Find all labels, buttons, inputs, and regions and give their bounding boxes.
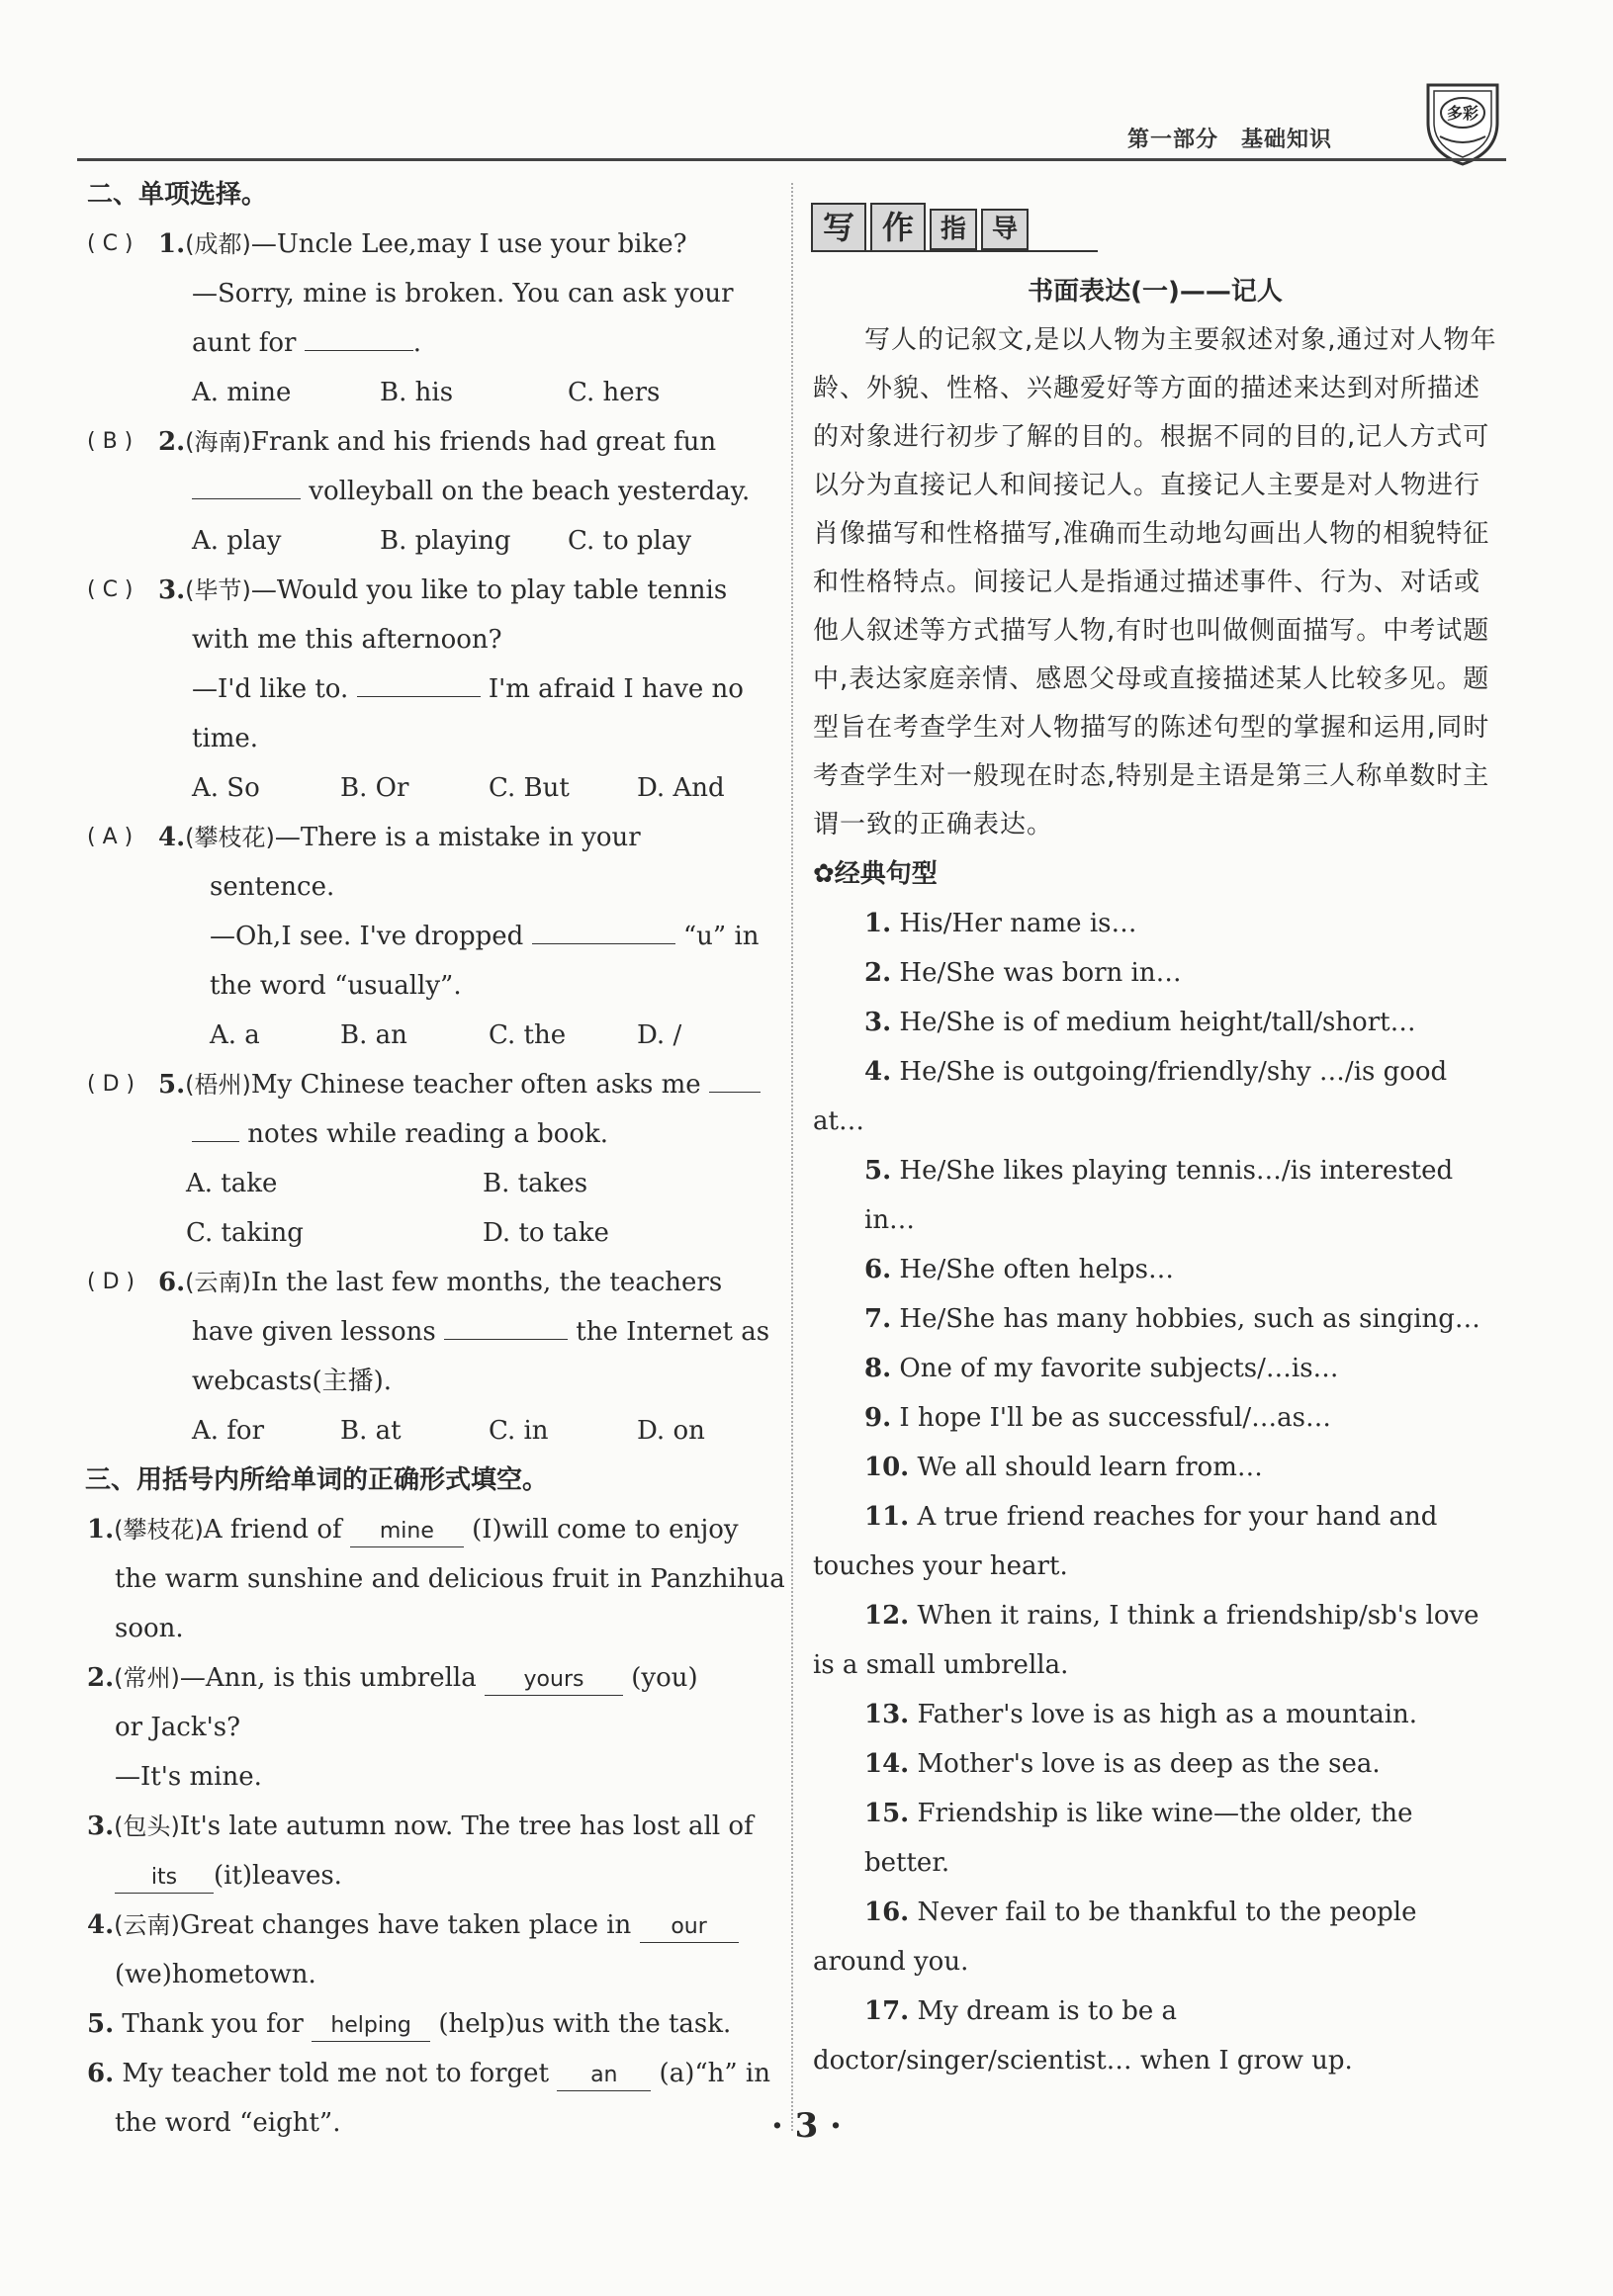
sentence-list [813, 899, 1497, 2085]
q2-option-b: B. playing [380, 526, 511, 556]
q6-number: 6. [158, 1268, 186, 1297]
q6-line1: In the last few months, the teachers [250, 1268, 723, 1297]
f6-line2: the word “eight”. [115, 2108, 341, 2138]
sentence-item: 9. I hope I'll be as successful/…as… [864, 1403, 1331, 1433]
q4-option-b: B. an [340, 1020, 407, 1050]
sentence-item: 5. He/She likes playing tennis…/is interested in… [864, 1156, 1454, 1235]
question-6 [87, 1258, 771, 1456]
q6-source: (云南) [185, 1269, 251, 1296]
q4-line4: the word “usually”. [210, 971, 462, 1001]
banner-char-2: 作 [870, 203, 926, 252]
q2-source: (海南) [185, 428, 251, 456]
f2-handwritten-answer: yours [485, 1665, 623, 1696]
f4-source: (云南) [114, 1911, 180, 1939]
q3-option-b: B. Or [340, 773, 409, 803]
q3-number: 3. [158, 575, 186, 605]
f2-text-a: —Ann, is this umbrella [179, 1663, 477, 1693]
writing-intro-paragraph: 写人的记叙文,是以人物为主要叙述对象,通过对人物年龄、外貌、性格、兴趣爱好等方面的描述来达到对所描述的对象进行初步了解的目的。根据不同的目的,记人方式可以分为直接记人和间接记人。直接记人主要是对人物进行肖像描写和性格描写,准确而生动地勾画出人物的相貌特征和性格特点。间接记人是指通过描述事件、行为、对话或他人叙述等方式描写人物,有时也叫做侧面描写。中考试题中,表达家庭亲情、感恩父母或直接描述某人比较多见。题型旨在考查学生对人物描写的陈述句型的掌握和运用,同时考查学生对一般现在时态,特别是主语是第三人称单数时主谓一致的正确表达。 [813, 325, 1497, 839]
q4-line3: —Oh,I see. I've dropped [210, 922, 524, 951]
q6-option-b: B. at [340, 1416, 402, 1446]
q6-line2: have given lessons [192, 1317, 436, 1347]
f3-source: (包头) [114, 1812, 180, 1840]
sentence-item: 17. My dream is to be a doctor/singer/scientist… when I grow up. [813, 1996, 1353, 2075]
f3-handwritten-answer: its [115, 1863, 214, 1894]
classic-sentences-heading [813, 849, 1497, 899]
fill-question-5 [87, 1999, 771, 2049]
answer-5: ( D ) [87, 1072, 135, 1097]
q4-option-d: D. / [637, 1020, 682, 1050]
q2-option-a: A. play [192, 526, 282, 556]
sentence-item: 4. He/She is outgoing/friendly/shy …/is good at… [813, 1057, 1448, 1136]
f1-text-a: A friend of [203, 1515, 342, 1545]
q2-line1: Frank and his friends had great fun [250, 427, 717, 457]
answer-6: ( D ) [87, 1270, 135, 1294]
q1-blank [305, 322, 413, 351]
q3-line3: —I'd like to. [192, 674, 349, 704]
answer-4: ( A ) [87, 825, 134, 849]
q1-line3-end: . [412, 328, 421, 358]
f4-text-b: (we)hometown. [115, 1960, 316, 1989]
f1-handwritten-answer: mine [350, 1517, 464, 1547]
question-2 [87, 417, 771, 566]
q1-number: 1. [158, 229, 186, 259]
q5-option-c: C. taking [186, 1218, 304, 1248]
f5-number: 5. [87, 2009, 115, 2039]
q2-option-c: C. to play [568, 526, 692, 556]
q4-blank [532, 916, 675, 944]
f2-text-b: (you) [631, 1663, 698, 1693]
q5-line2: notes while reading a book. [247, 1119, 609, 1149]
page-number: · 3 · [770, 2106, 842, 2146]
q5-option-b: B. takes [483, 1169, 588, 1198]
f2-line3: —It's mine. [115, 1762, 262, 1792]
f6-handwritten-answer: an [557, 2061, 651, 2091]
sentence-item: 16. Never fail to be thankful to the people around you. [813, 1898, 1417, 1977]
f1-number: 1. [87, 1515, 115, 1545]
q5-number: 5. [158, 1070, 186, 1100]
question-1 [87, 220, 771, 417]
q5-blank-b [192, 1113, 239, 1142]
flower-icon: ✿ [813, 859, 835, 889]
f2-line2: or Jack's? [115, 1713, 241, 1742]
q3-option-c: C. But [489, 773, 570, 803]
q6-option-a: A. for [192, 1416, 265, 1446]
sentence-item: 15. Friendship is like wine—the older, the better. [864, 1799, 1413, 1878]
q5-blank-a [709, 1064, 761, 1093]
q4-option-c: C. the [489, 1020, 567, 1050]
answer-2: ( B ) [87, 429, 134, 454]
q6-option-c: C. in [489, 1416, 549, 1446]
q2-blank [192, 471, 301, 499]
answer-3: ( C ) [87, 577, 134, 602]
answer-1: ( C ) [87, 231, 134, 256]
q3-line3-end: I'm afraid I have no [488, 674, 744, 704]
q4-line2: sentence. [210, 872, 335, 902]
banner-char-4: 导 [981, 209, 1029, 250]
q4-line1: —There is a mistake in your [274, 823, 641, 852]
q5-option-a: A. take [186, 1169, 278, 1198]
q6-blank [444, 1311, 568, 1340]
question-5 [87, 1060, 771, 1258]
q2-line2: volleyball on the beach yesterday. [309, 477, 751, 506]
q1-line3: aunt for [192, 328, 297, 358]
f1-text-b: (I)will come to enjoy [472, 1515, 739, 1545]
question-3 [87, 566, 771, 813]
sentence-item: 7. He/She has many hobbies, such as singing… [864, 1304, 1480, 1334]
writing-guide-banner [811, 203, 1032, 262]
q6-line2-end: the Internet as [576, 1317, 770, 1347]
banner-underline [811, 250, 1098, 252]
f4-number: 4. [87, 1910, 115, 1940]
q1-option-a: A. mine [192, 378, 292, 407]
fill-question-4 [87, 1900, 771, 1999]
sentence-item: 1. His/Her name is… [864, 909, 1137, 938]
f5-handwritten-answer: helping [312, 2011, 430, 2042]
classic-sentences-title: 经典句型 [834, 859, 938, 889]
header-rule [77, 158, 1506, 161]
f6-text-a: My teacher told me not to forget [122, 2059, 550, 2088]
writing-title: 书面表达(一)——记人 [1028, 277, 1283, 307]
sentence-item: 11. A true friend reaches for your hand and touches your heart. [813, 1502, 1438, 1581]
q6-option-d: D. on [637, 1416, 705, 1446]
q2-number: 2. [158, 427, 186, 457]
f3-number: 3. [87, 1811, 115, 1841]
q3-line4: time. [192, 724, 259, 753]
sentence-item: 10. We all should learn from… [864, 1453, 1263, 1482]
section-header: 第一部分 基础知识 [1127, 128, 1333, 152]
f4-text-a: Great changes have taken place in [179, 1910, 632, 1940]
publisher-logo [1420, 75, 1505, 168]
q3-source: (毕节) [185, 576, 251, 604]
q5-source: (梧州) [185, 1071, 251, 1099]
question-4 [87, 813, 771, 1060]
q4-source: (攀枝花) [185, 824, 275, 851]
f5-text-a: Thank you for [122, 2009, 304, 2039]
q3-option-d: D. And [637, 773, 725, 803]
fill-question-3 [87, 1802, 771, 1900]
sentence-item: 14. Mother's love is as deep as the sea. [864, 1749, 1381, 1779]
section-title-fill: 三、用括号内所给单词的正确形式填空。 [85, 1465, 549, 1495]
sentence-item: 8. One of my favorite subjects/…is… [864, 1354, 1339, 1383]
q1-source: (成都) [185, 230, 251, 258]
sentence-item: 13. Father's love is as high as a mountain. [864, 1700, 1418, 1729]
column-divider [791, 183, 793, 2131]
banner-char-1: 写 [811, 203, 866, 252]
sentence-item: 12. When it rains, I think a friendship/sb's love is a small umbrella. [813, 1601, 1479, 1680]
right-column [813, 267, 1497, 2085]
q6-line3: webcasts(主播). [192, 1367, 393, 1396]
q4-option-a: A. a [210, 1020, 260, 1050]
f5-text-b: (help)us with the task. [438, 2009, 732, 2039]
q1-option-c: C. hers [568, 378, 661, 407]
q1-line2: —Sorry, mine is broken. You can ask your [192, 279, 734, 309]
f2-source: (常州) [114, 1664, 180, 1692]
q1-option-b: B. his [380, 378, 454, 407]
sentence-item: 6. He/She often helps… [864, 1255, 1175, 1284]
sentence-item: 2. He/She was born in… [864, 958, 1182, 988]
q3-blank [357, 668, 481, 697]
f6-number: 6. [87, 2059, 115, 2088]
f3-text-a: It's late autumn now. The tree has lost all of [179, 1811, 754, 1841]
q3-line2: with me this afternoon? [192, 625, 502, 655]
q3-option-a: A. So [192, 773, 260, 803]
fill-question-1 [87, 1505, 785, 1653]
q1-line1: —Uncle Lee,may I use your bike? [250, 229, 687, 259]
f2-number: 2. [87, 1663, 115, 1693]
left-column [85, 170, 785, 2148]
f6-text-b: (a)“h” in [659, 2059, 770, 2088]
section-title-choice: 二、单项选择。 [87, 180, 268, 210]
fill-question-2 [87, 1653, 771, 1802]
f1-line3: soon. [115, 1614, 184, 1643]
f4-handwritten-answer: our [640, 1912, 739, 1943]
f3-text-b: (it)leaves. [214, 1861, 342, 1891]
q4-line3-end: “u” in [682, 922, 760, 951]
sentence-item: 3. He/She is of medium height/tall/short… [864, 1008, 1416, 1037]
q5-option-d: D. to take [483, 1218, 609, 1248]
q3-line1: —Would you like to play table tennis [250, 575, 728, 605]
q4-number: 4. [158, 823, 186, 852]
q5-line1: My Chinese teacher often asks me [250, 1070, 701, 1100]
banner-char-3: 指 [930, 209, 977, 250]
f1-source: (攀枝花) [114, 1516, 204, 1544]
f1-line2: the warm sunshine and delicious fruit in Panzhihua [115, 1564, 785, 1594]
logo-text: 多彩 [1446, 104, 1479, 123]
